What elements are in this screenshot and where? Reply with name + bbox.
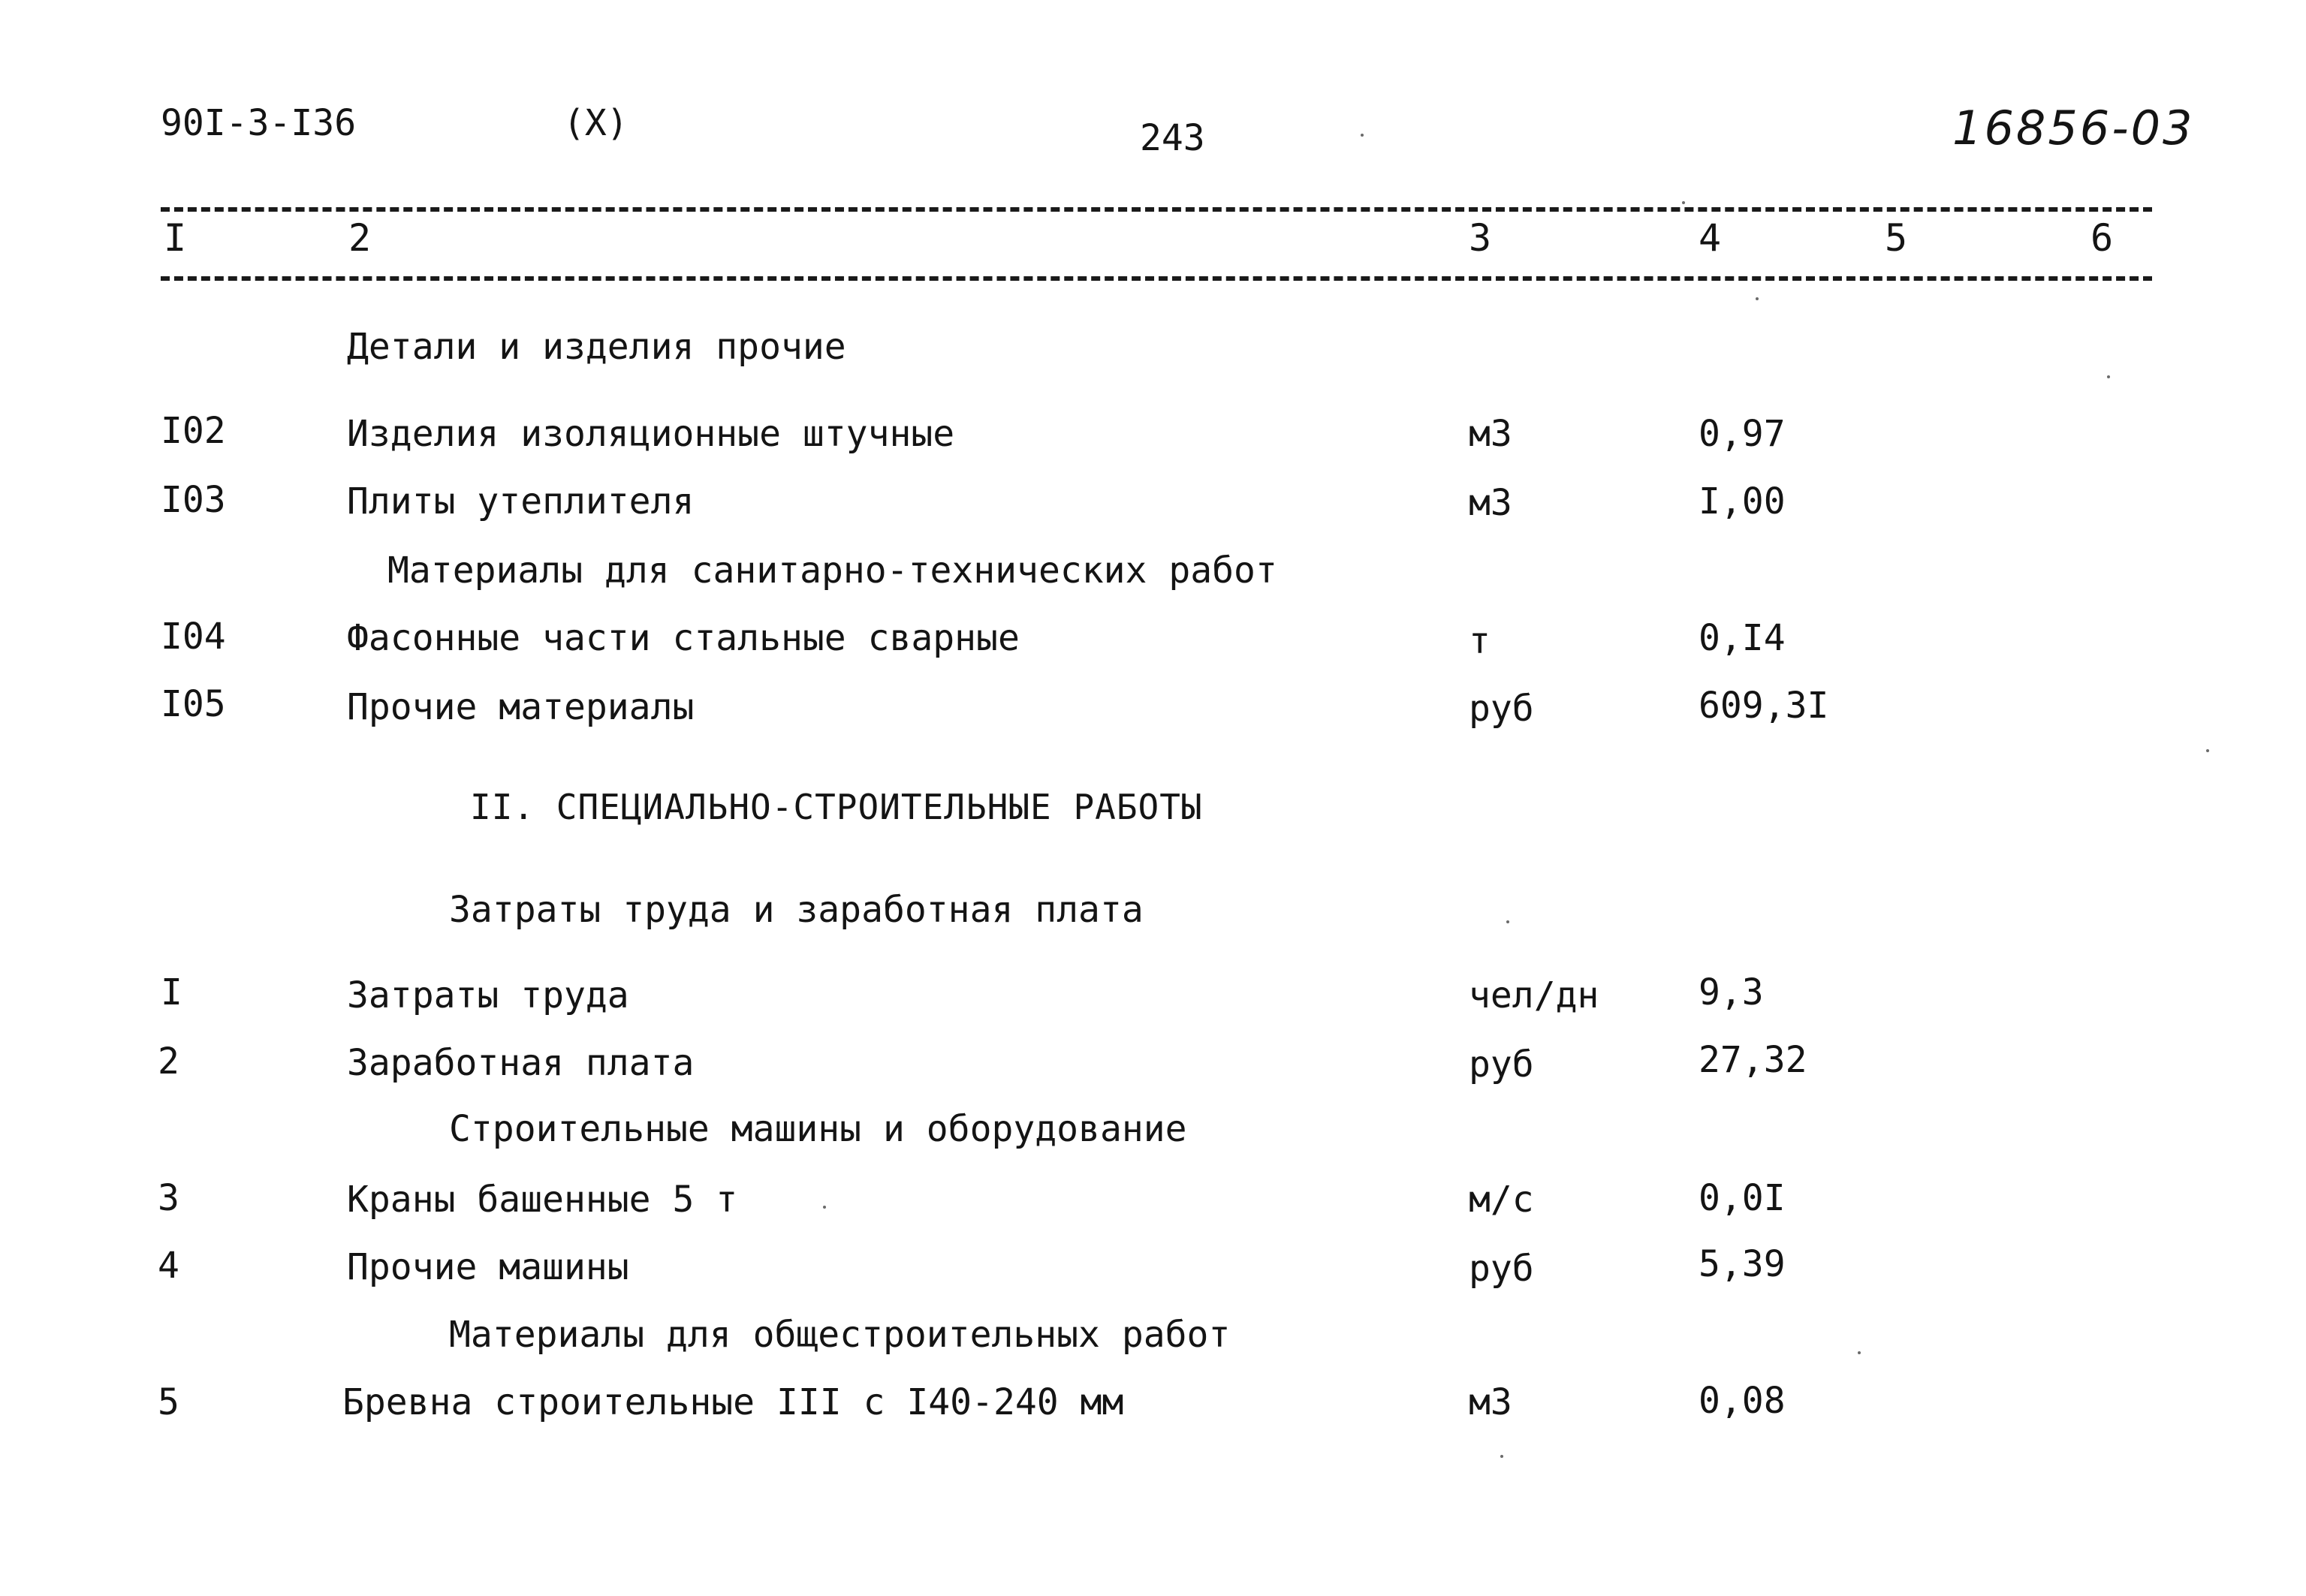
- handwritten-reference: 16856-03: [1952, 101, 2195, 155]
- row-value: 0,08: [1699, 1380, 1786, 1422]
- row-name: Прочие машины: [347, 1246, 629, 1288]
- page-number: 243: [1140, 117, 1205, 159]
- row-name: Заработная плата: [347, 1042, 695, 1084]
- row-unit: чел/дн: [1469, 974, 1599, 1016]
- row-number: 4: [158, 1245, 179, 1287]
- row-unit: т: [1469, 620, 1491, 662]
- row-number: 5: [158, 1381, 179, 1423]
- row-name: Плиты утеплителя: [347, 480, 695, 522]
- scan-speck: [1506, 920, 1509, 923]
- row-unit: руб: [1469, 1248, 1534, 1290]
- row-value: 9,3: [1699, 971, 1764, 1013]
- document-code: 90I-3-I36: [161, 102, 357, 144]
- row-name: Прочие материалы: [347, 686, 695, 728]
- row-name: Фасонные части стальные сварные: [347, 617, 1020, 659]
- row-value: 0,97: [1699, 413, 1786, 455]
- row-unit: руб: [1469, 688, 1534, 730]
- document-marker: (X): [563, 102, 628, 144]
- column-number-1: I: [164, 216, 187, 260]
- table-header-rule: [161, 276, 2152, 281]
- row-number: I05: [161, 683, 226, 725]
- row-name: Бревна строительные III с I40-240 мм: [342, 1381, 1124, 1423]
- column-number-2: 2: [348, 216, 372, 260]
- row-unit: м3: [1469, 413, 1512, 455]
- scan-speck: [1500, 1455, 1503, 1458]
- row-name: Затраты труда: [347, 974, 629, 1016]
- row-number: I03: [161, 479, 226, 521]
- scan-speck: [2206, 749, 2209, 752]
- section-heading: Детали и изделия прочие: [347, 326, 846, 368]
- scan-speck: [823, 1206, 826, 1209]
- row-value: 0,0I: [1699, 1177, 1786, 1219]
- scan-speck: [1682, 201, 1685, 204]
- row-number: 3: [158, 1177, 179, 1219]
- scan-speck: [1858, 1351, 1861, 1354]
- row-unit: руб: [1469, 1043, 1534, 1086]
- row-number: 2: [158, 1040, 179, 1083]
- row-unit: м3: [1469, 1381, 1512, 1423]
- row-number: I02: [161, 410, 226, 452]
- row-value: I,00: [1699, 480, 1786, 522]
- row-unit: м/с: [1469, 1179, 1534, 1221]
- column-number-6: 6: [2090, 216, 2114, 260]
- row-number: I: [161, 971, 182, 1013]
- row-value: 609,3I: [1699, 685, 1829, 727]
- section-heading: Строительные машины и оборудование: [449, 1108, 1187, 1150]
- section-heading: Материалы для санитарно-технических работ: [387, 550, 1277, 592]
- table-top-rule: [161, 207, 2152, 212]
- column-number-5: 5: [1885, 216, 1908, 260]
- row-value: 5,39: [1699, 1243, 1786, 1285]
- section-heading: Затраты труда и заработная плата: [449, 889, 1144, 931]
- scan-speck: [2107, 375, 2110, 378]
- column-number-3: 3: [1469, 216, 1492, 260]
- row-value: 27,32: [1699, 1039, 1807, 1081]
- column-number-4: 4: [1699, 216, 1722, 260]
- row-unit: м3: [1469, 482, 1512, 524]
- scan-speck: [1361, 134, 1364, 137]
- part-title: II. СПЕЦИАЛЬНО-СТРОИТЕЛЬНЫЕ РАБОТЫ: [470, 787, 1203, 827]
- row-number: I04: [161, 616, 226, 658]
- row-name: Краны башенные 5 т: [347, 1179, 738, 1221]
- row-value: 0,I4: [1699, 617, 1786, 659]
- section-heading: Материалы для общестроительных работ: [449, 1314, 1231, 1356]
- row-name: Изделия изоляционные штучные: [347, 413, 955, 455]
- scan-speck: [1756, 297, 1759, 300]
